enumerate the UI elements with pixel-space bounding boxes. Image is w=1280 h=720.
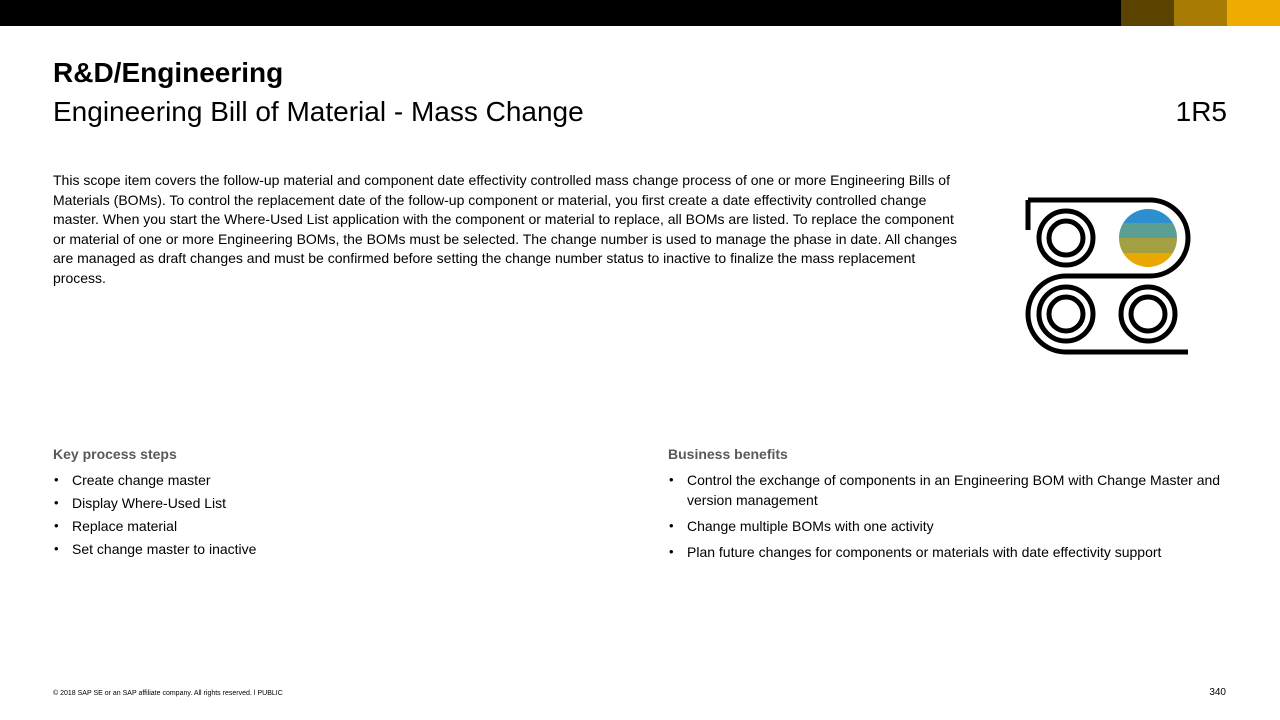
bullet-icon: • — [54, 518, 59, 533]
copyright-footer: © 2018 SAP SE or an SAP affiliate company. All rights reserved. ǀ PUBLIC — [53, 690, 283, 697]
business-benefits-list — [668, 470, 1228, 562]
bullet-icon: • — [54, 495, 59, 510]
list-item — [53, 539, 613, 559]
accent-swatch-dark — [1121, 0, 1174, 26]
bullet-icon: • — [669, 472, 674, 487]
list-item-label: Plan future changes for components or materials with date effectivity support — [687, 544, 1162, 560]
business-benefits-heading: Business benefits — [668, 446, 788, 462]
key-process-steps-list — [53, 470, 613, 559]
list-item — [53, 516, 613, 536]
list-item — [53, 493, 613, 513]
page-subtitle: Engineering Bill of Material - Mass Change — [53, 96, 584, 127]
list-item-label: Set change master to inactive — [72, 541, 257, 557]
list-item-label: Display Where-Used List — [72, 495, 227, 511]
scope-item-id: 1R5 — [1175, 96, 1227, 127]
key-process-steps-heading: Key process steps — [53, 446, 177, 462]
bullet-icon: • — [54, 541, 59, 556]
bullet-icon: • — [669, 544, 674, 559]
list-item — [668, 516, 1228, 536]
top-bar — [0, 0, 1280, 26]
accent-swatch-gold — [1227, 0, 1280, 26]
key-process-steps-section — [53, 445, 613, 562]
page-number: 340 — [1209, 687, 1226, 698]
list-item — [668, 542, 1228, 562]
page-title: R&D/Engineering — [53, 57, 284, 88]
bullet-icon: • — [54, 472, 59, 487]
business-benefits-section — [668, 445, 1228, 568]
bullet-icon: • — [669, 518, 674, 533]
list-item-label: Control the exchange of components in an Engineering BOM with Change Master and version management — [687, 472, 1221, 508]
list-item — [668, 470, 1228, 510]
list-item-label: Create change master — [72, 472, 211, 488]
scope-description: This scope item covers the follow-up material and component date effectivity controlled mass change process of one or more Engineering Bills of Materials (BOMs). To control the replacement date of the follow-up component or material, you first create a date effectivity controlled change master. When you start the Where-Used List application with the component or material to replace, all BOMs are listed. To replace the component or material of one or more Engineering BOMs, the BOMs must be selected. The change number is used to manage the phase in date. All changes are managed as draft changes and must be confirmed before setting the change number status to inactive to finalize the mass replacement process. — [53, 172, 958, 286]
list-item-label: Replace material — [72, 518, 178, 534]
accent-swatch-mid — [1174, 0, 1227, 26]
list-item-label: Change multiple BOMs with one activity — [687, 518, 934, 534]
list-item — [53, 470, 613, 490]
bill-of-material-roller-icon — [1024, 196, 1192, 358]
